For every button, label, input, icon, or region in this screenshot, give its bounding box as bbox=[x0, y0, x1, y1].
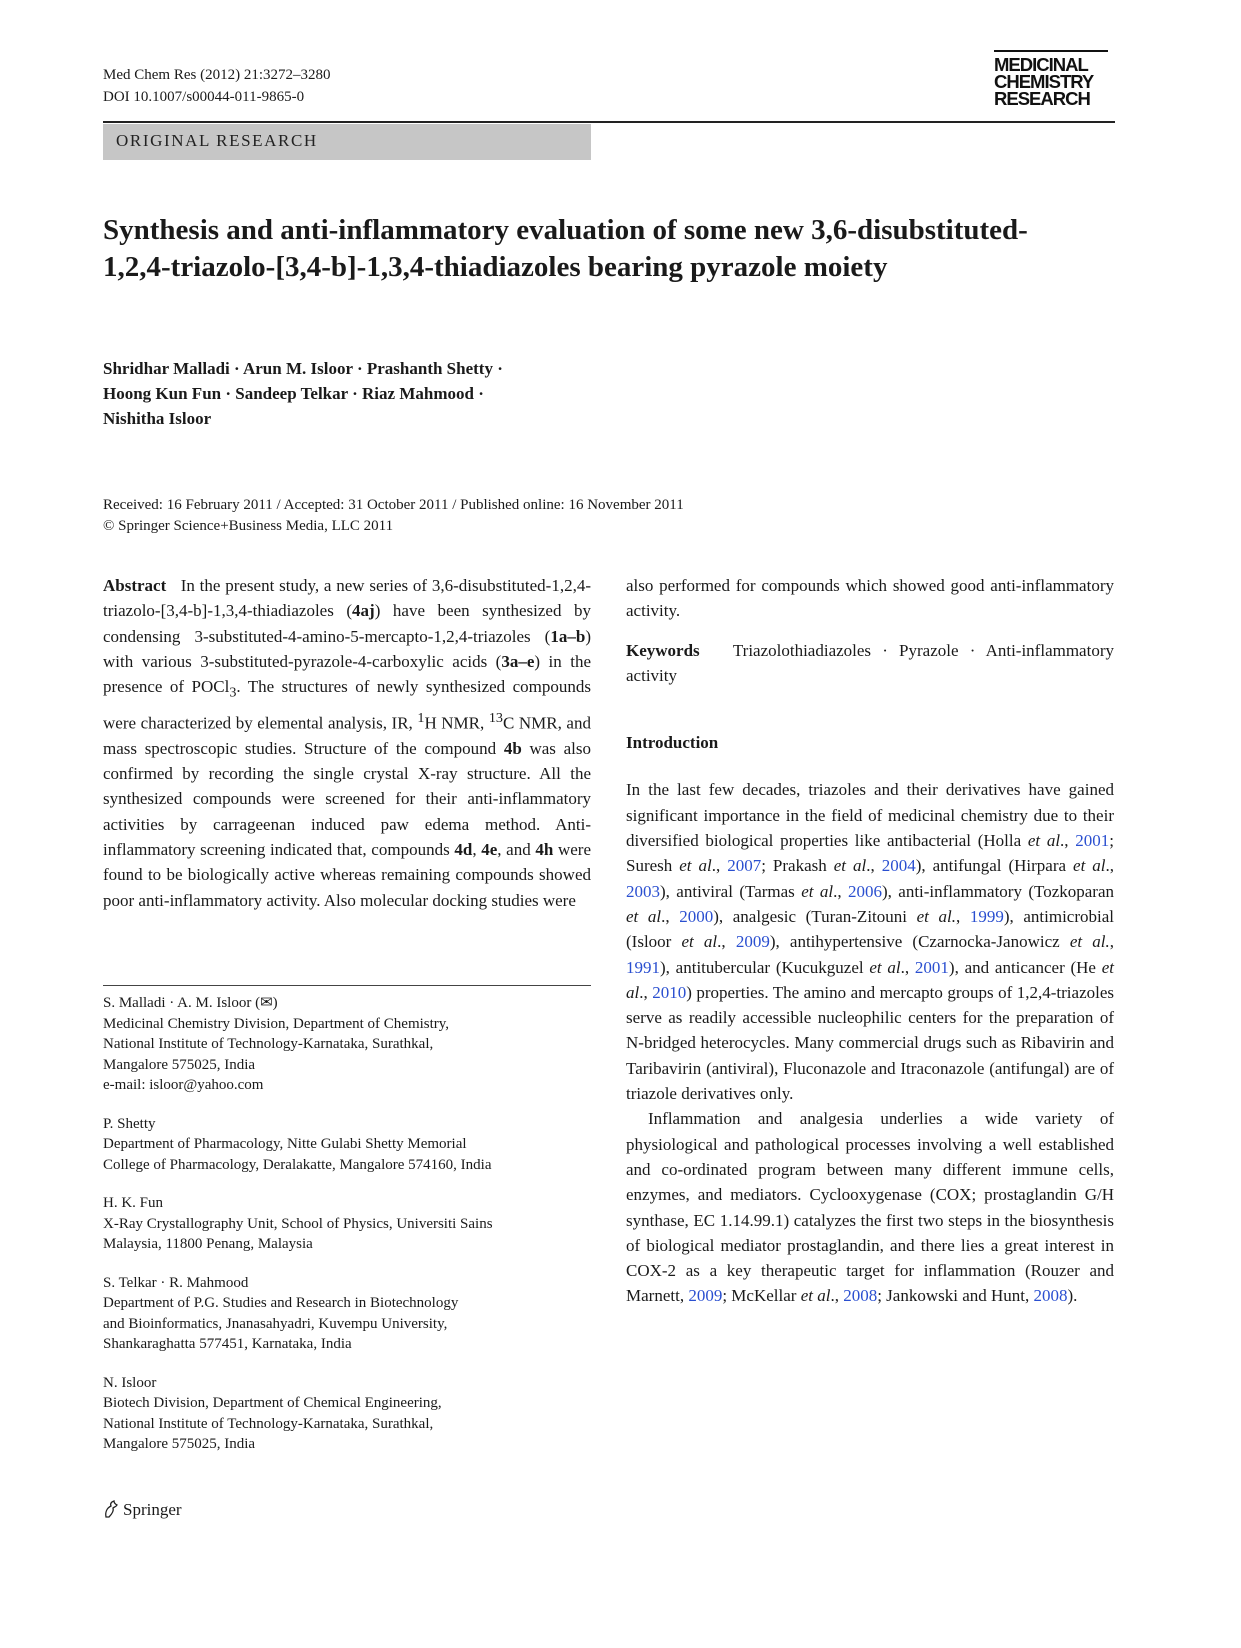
abstract-text: H NMR, bbox=[424, 713, 489, 733]
affiliation-names: P. Shetty bbox=[103, 1115, 156, 1132]
abstract-text: was also confirmed by recording the single crystal X-ray structure. All the synthesized compounds were screened for their anti-inflammatory activities by carrageenan induced paw edema method. Anti-inflammatory screening indicated that, compounds bbox=[103, 738, 591, 860]
affiliation-line: Department of Pharmacology, Nitte Gulabi Shetty Memorial bbox=[103, 1136, 467, 1152]
author-line: Shridhar Malladi · Arun M. Isloor · Prashanth Shetty · bbox=[103, 359, 503, 378]
body-text: ., bbox=[661, 906, 680, 926]
body-text: ), analgesic (Turan-Zitouni bbox=[713, 906, 917, 926]
compound-ref: 1a–b bbox=[550, 626, 586, 646]
left-column bbox=[103, 573, 591, 913]
affiliation-names: H. K. Fun bbox=[103, 1195, 164, 1211]
abstract-text: ) in the presence of POCl bbox=[103, 651, 591, 697]
body-text: ) properties. The amino and mercapto groups of 1,2,4-triazoles serve as readily accessible nucleophilic centers for the preparation of N-bridged heterocycles. Many commercial drugs such as Ribavirin and Taribavirin (antiviral), Fluconazole and Itraconazole (antifungal) are of triazole derivatives only. bbox=[626, 982, 1114, 1104]
publisher-footer bbox=[103, 1500, 182, 1520]
copyright: © Springer Science+Business Media, LLC 2011 bbox=[103, 518, 394, 534]
journal-citation: Med Chem Res (2012) 21:3272–3280 bbox=[103, 67, 331, 83]
keywords-text: Triazolothiadiazoles · Pyrazole · Anti-inflammatory activity bbox=[626, 640, 1114, 685]
italic-text: et al bbox=[801, 881, 834, 901]
body-text: ., bbox=[900, 957, 915, 977]
affiliation-line: College of Pharmacology, Deralakatte, Mangalore 574160, India bbox=[103, 1156, 492, 1173]
body-text: ), anti-inflammatory (Tozkoparan bbox=[881, 881, 1114, 901]
citation-link[interactable]: 2010 bbox=[652, 982, 687, 1002]
affiliation-line: Malaysia, 11800 Penang, Malaysia bbox=[103, 1236, 313, 1252]
intro-paragraph bbox=[626, 777, 1114, 1106]
italic-text: et al bbox=[1073, 856, 1106, 876]
compound-ref: 4h bbox=[535, 840, 554, 860]
italic-text: et al bbox=[679, 856, 712, 876]
abstract-text: C NMR, and mass spectroscopic studies. Structure of the compound bbox=[103, 713, 591, 758]
body-text: ), antimicrobial (Isloor bbox=[626, 906, 1115, 952]
body-text: ), and anticancer (He bbox=[948, 957, 1102, 977]
affiliations bbox=[103, 993, 591, 1473]
affiliation-block bbox=[103, 1114, 591, 1176]
springer-horse-icon bbox=[103, 1500, 119, 1518]
body-text: ., bbox=[717, 932, 736, 952]
superscript: 13 bbox=[488, 709, 503, 726]
citation-link[interactable]: 2000 bbox=[679, 906, 714, 926]
citation-link[interactable]: 2008 bbox=[1033, 1286, 1068, 1306]
citation-link[interactable]: 2008 bbox=[843, 1286, 878, 1306]
affiliation-line: Mangalore 575025, India bbox=[103, 1056, 256, 1073]
publication-dates bbox=[103, 495, 684, 537]
affiliation-line: National Institute of Technology-Karnataka, Surathkal, bbox=[103, 1036, 434, 1052]
abstract-text: In the present study, a new series of 3,6-disubstituted-1,2,4-triazolo-[3,4-b]-1,3,4-thiadiazoles ( bbox=[103, 576, 591, 621]
affiliation-line: Biotech Division, Department of Chemical Engineering, bbox=[103, 1395, 442, 1411]
body-text: ., bbox=[639, 982, 653, 1002]
body-text: ), antiviral (Tarmas bbox=[660, 881, 802, 901]
body-text: ., bbox=[830, 1286, 844, 1306]
italic-text: et al bbox=[681, 932, 718, 952]
affiliation-line: X-Ray Crystallography Unit, School of Physics, Universiti Sains bbox=[103, 1215, 493, 1232]
italic-text: et al. bbox=[916, 906, 956, 926]
body-text: , bbox=[955, 906, 970, 926]
affiliation-line: Medicinal Chemistry Division, Department of Chemistry, bbox=[103, 1015, 450, 1032]
publisher-name: Springer bbox=[123, 1500, 182, 1519]
doi: DOI 10.1007/s00044-011-9865-0 bbox=[103, 89, 305, 105]
author-line: Hoong Kun Fun · Sandeep Telkar · Riaz Mahmood · bbox=[103, 384, 484, 403]
abstract-text: ) with various 3-substituted-pyrazole-4-carboxylic acids ( bbox=[103, 626, 591, 671]
body-text: ., bbox=[711, 856, 728, 876]
citation-link[interactable]: 2009 bbox=[688, 1286, 723, 1306]
subscript: 3 bbox=[229, 684, 237, 701]
body-text: , bbox=[1109, 932, 1114, 952]
body-text: ; McKellar bbox=[722, 1286, 801, 1306]
body-text: Inflammation and analgesia underlies a wide variety of physiological and pathological processes involving a well established and co-ordinated program between many different immune cells, enzymes, and mediators. Cyclooxygenase (COX; prostaglandin G/H synthase, EC 1.14.99.1) catalyzes the first two steps in the biosynthesis of biological mediator prostaglandin, and there lies a great interest in COX-2 as a key therapeutic target for inflammation (Rouzer and Marnett, bbox=[626, 1109, 1114, 1306]
author-list bbox=[103, 356, 663, 431]
citation-link[interactable]: 2009 bbox=[735, 932, 770, 952]
compound-ref: 4b bbox=[503, 738, 522, 758]
keywords-label: Keywords bbox=[626, 640, 700, 660]
right-column bbox=[626, 573, 1114, 1309]
section-label: ORIGINAL RESEARCH bbox=[116, 131, 318, 150]
paper-title: Synthesis and anti-inflammatory evaluation of some new 3,6-disubstituted-1,2,4-triazolo-[3,4-b]-1,3,4-thiadiazoles bearing pyrazole moiety bbox=[103, 214, 1028, 283]
italic-text: et al bbox=[1027, 831, 1061, 851]
affiliation-block bbox=[103, 1193, 591, 1255]
citation-link[interactable]: 2006 bbox=[847, 881, 882, 901]
italic-text: et al bbox=[800, 1286, 831, 1306]
citation-link[interactable]: 2001 bbox=[1075, 831, 1110, 851]
citation-link[interactable]: 1991 bbox=[626, 957, 660, 977]
header-divider bbox=[103, 121, 1115, 123]
affiliation-names: S. Telkar · R. Mahmood bbox=[103, 1274, 249, 1291]
section-heading: Introduction bbox=[626, 733, 719, 753]
affiliation-block bbox=[103, 993, 591, 1096]
citation-link[interactable]: 2004 bbox=[881, 856, 916, 876]
abstract bbox=[103, 573, 591, 913]
logo-line: CHEMISTRY bbox=[994, 71, 1094, 92]
abstract-text: were found to be biologically active whereas remaining compounds showed poor anti-inflammatory activity. Also molecular docking studies were bbox=[103, 840, 592, 910]
affiliation-block bbox=[103, 1373, 591, 1455]
affiliation-names: N. Isloor bbox=[103, 1374, 157, 1391]
abstract-text: ) have been synthesized by condensing 3-substituted-4-amino-5-mercapto-1,2,4-triazoles ( bbox=[103, 601, 591, 646]
abstract-continued: also performed for compounds which showed good anti-inflammatory activity. bbox=[626, 576, 1114, 621]
logo-line: MEDICINAL bbox=[994, 54, 1088, 75]
intro-paragraph bbox=[626, 1106, 1114, 1308]
body-text: ), antifungal (Hirpara bbox=[915, 856, 1074, 876]
compound-ref: 4e bbox=[481, 840, 498, 860]
citation-link[interactable]: 2007 bbox=[727, 856, 762, 876]
compound-ref: 3a–e bbox=[501, 651, 535, 671]
body-text: ), antitubercular (Kucukguzel bbox=[660, 957, 870, 977]
affiliation-divider bbox=[103, 985, 591, 986]
italic-text: et al. bbox=[1069, 932, 1110, 952]
affiliation-line: Mangalore 575025, India bbox=[103, 1436, 256, 1452]
body-text: ). bbox=[1067, 1286, 1078, 1306]
journal-logo bbox=[994, 50, 1108, 107]
abstract-text: . The structures of newly synthesized compounds were characterized by elemental analysis, IR, bbox=[103, 677, 591, 733]
affiliation-line: Shankaraghatta 577451, Karnataka, India bbox=[103, 1336, 352, 1352]
italic-text: et al bbox=[626, 957, 1115, 1002]
italic-text: et al bbox=[626, 906, 662, 926]
keywords bbox=[626, 638, 1114, 689]
citation-link[interactable]: 1999 bbox=[969, 906, 1004, 926]
abstract-text: , bbox=[472, 840, 482, 860]
affiliation-line: e-mail: isloor@yahoo.com bbox=[103, 1077, 264, 1093]
compound-ref: 4aj bbox=[352, 601, 375, 621]
affiliation-line: and Bioinformatics, Jnanasahyadri, Kuvempu University, bbox=[103, 1315, 448, 1332]
body-text: ; Suresh bbox=[626, 831, 1114, 876]
body-text: ., bbox=[866, 856, 882, 876]
body-text: ., bbox=[1105, 856, 1115, 876]
compound-ref: 4d bbox=[454, 840, 473, 860]
citation-link[interactable]: 2001 bbox=[914, 957, 949, 977]
italic-text: et al bbox=[869, 957, 901, 977]
affiliation-line: Department of P.G. Studies and Research in Biotechnology bbox=[103, 1295, 459, 1311]
logo-rule bbox=[994, 50, 1108, 52]
affiliation-block bbox=[103, 1273, 591, 1355]
superscript: 1 bbox=[417, 709, 425, 726]
affiliation-line: National Institute of Technology-Karnataka, Surathkal, bbox=[103, 1415, 434, 1432]
body-text: ., bbox=[833, 881, 848, 901]
history-dates: Received: 16 February 2011 / Accepted: 31 October 2011 / Published online: 16 November 2011 bbox=[103, 497, 684, 513]
citation-link[interactable]: 2003 bbox=[626, 881, 660, 901]
abstract-label: Abstract bbox=[103, 576, 167, 595]
body-text: ; Prakash bbox=[761, 856, 834, 876]
logo-line: RESEARCH bbox=[994, 88, 1090, 109]
body-text: ; Jankowski and Hunt, bbox=[877, 1286, 1034, 1306]
affiliation-names: S. Malladi · A. M. Isloor (✉) bbox=[103, 995, 278, 1011]
body-text: ., bbox=[1060, 831, 1076, 851]
body-text: ), antihypertensive (Czarnocka-Janowicz bbox=[769, 932, 1070, 952]
body-text: In the last few decades, triazoles and their derivatives have gained significant importance in the field of medicinal chemistry due to their diversified biological properties like antibacterial (Holla bbox=[626, 780, 1114, 851]
abstract-text: , and bbox=[497, 840, 536, 860]
author-line: Nishitha Isloor bbox=[103, 409, 212, 428]
italic-text: et al bbox=[833, 856, 867, 876]
journal-reference bbox=[103, 64, 330, 108]
